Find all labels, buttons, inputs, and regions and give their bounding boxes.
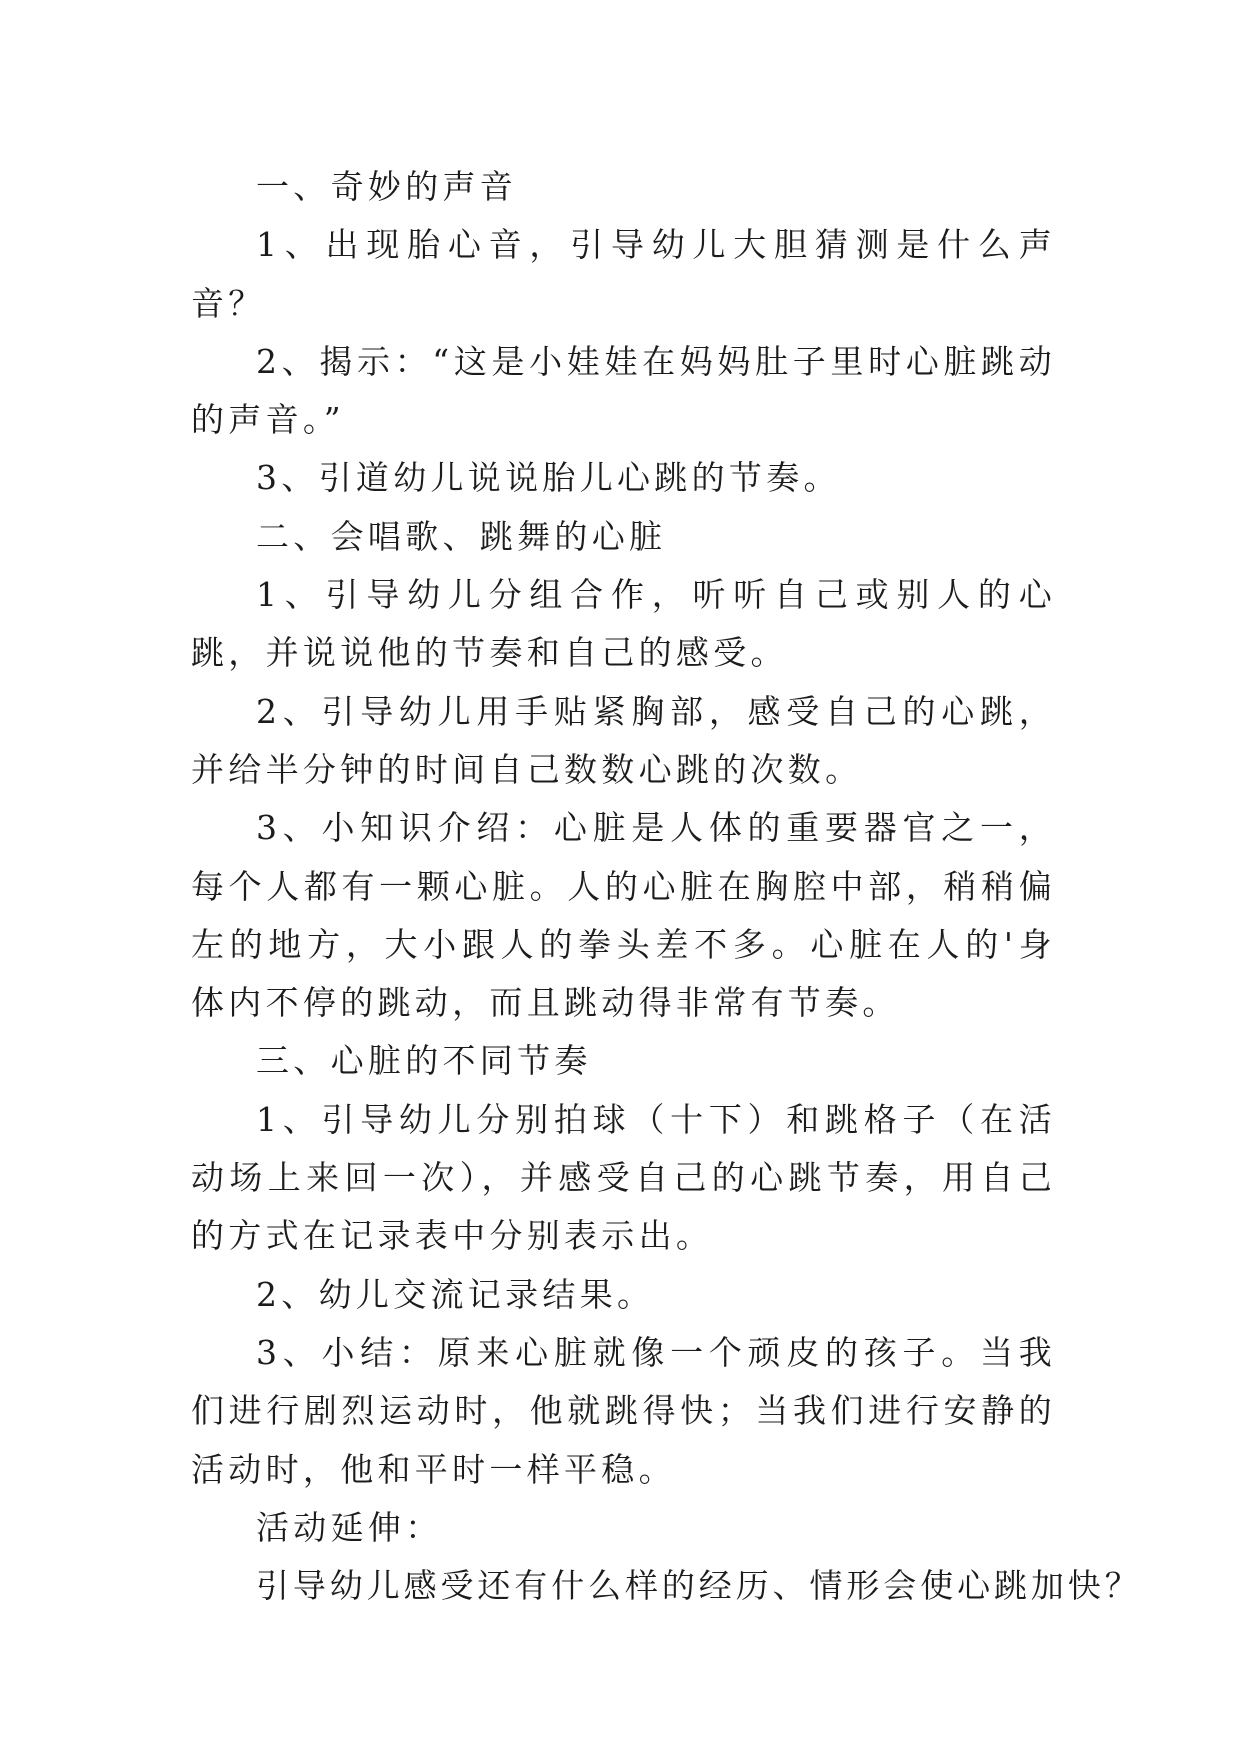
- section-heading-extension: 活动延伸：: [256, 1507, 443, 1547]
- paragraph-reveal: 2、揭示：“这是小娃娃在妈妈肚子里时心脏跳动的声音。”: [191, 341, 1056, 440]
- paragraph-rhythm: 3、引道幼儿说说胎儿心跳的节奏。: [256, 458, 841, 498]
- section-heading-different-rhythms: 三、心脏的不同节奏: [256, 1041, 592, 1081]
- paragraph-extension-question: 引导幼儿感受还有什么样的经历、情形会使心跳加快？: [256, 1566, 1142, 1606]
- paragraph-summary: 3、小结：原来心脏就像一个顽皮的孩子。当我们进行剧烈运动时，他就跳得快；当我们进行安静的活动时，他和平时一样平稳。: [191, 1332, 1056, 1489]
- paragraph-group-listening: 1、引导幼儿分组合作，听听自己或别人的心跳，并说说他的节奏和自己的感受。: [191, 575, 1056, 673]
- paragraph-heart-knowledge: 3、小知识介绍：心脏是人体的重要器官之一，每个人都有一颗心脏。人的心脏在胸腔中部，稍稍偏左的地方，大小跟人的拳头差不多。心脏在人的'身体内不停的跳动，而且跳动得非常有节奏。: [191, 808, 1056, 1023]
- section-heading-wonderful-sound: 一、奇妙的声音: [256, 167, 518, 206]
- section-heading-singing-heart: 二、会唱歌、跳舞的心脏: [256, 516, 667, 556]
- document-body: [191, 158, 1142, 1615]
- paragraph-fetal-heart-sound: 1、出现胎心音，引导幼儿大胆猜测是什么声音？: [191, 225, 1056, 323]
- paragraph-count-heartbeat: 2、引导幼儿用手贴紧胸部，感受自己的心跳，并给半分钟的时间自己数数心跳的次数。: [191, 691, 1056, 789]
- paragraph-share-results: 2、幼儿交流记录结果。: [256, 1274, 655, 1314]
- paragraph-ball-and-hopscotch: 1、引导幼儿分别拍球（十下）和跳格子（在活动场上来回一次），并感受自己的心跳节奏，用自己的方式在记录表中分别表示出。: [191, 1099, 1056, 1256]
